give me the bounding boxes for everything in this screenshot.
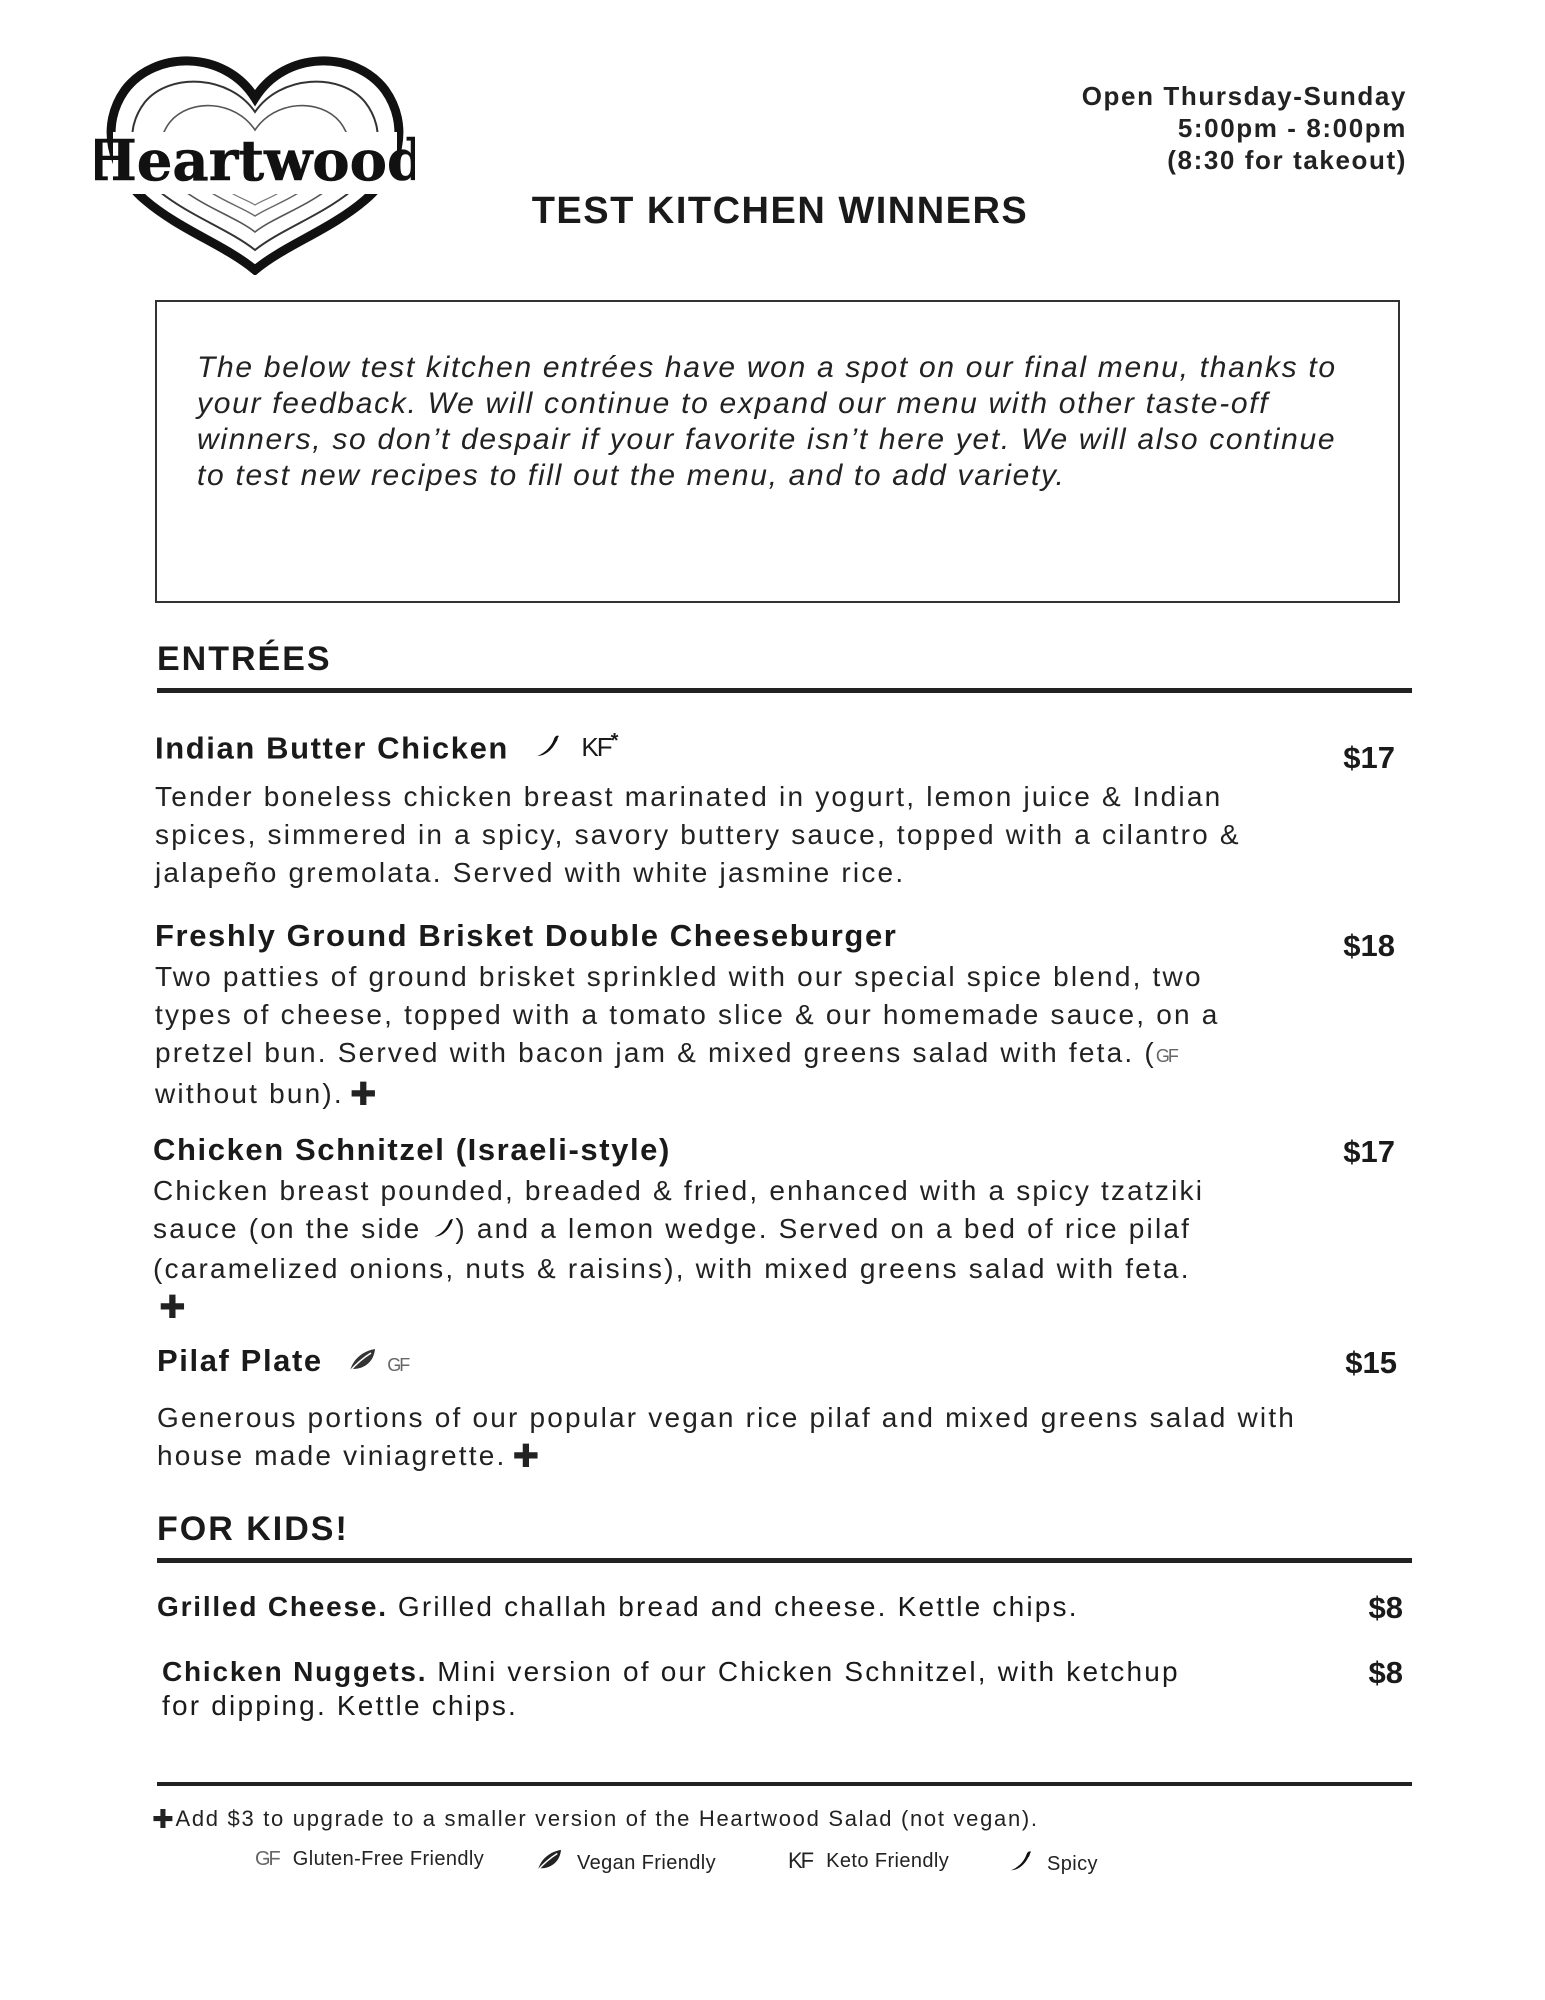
kids-item-description: Grilled challah bread and cheese. Kettle chips. bbox=[397, 1591, 1079, 1622]
kids-item-description: Mini version of our Chicken Schnitzel, with ketchup for dipping. Kettle chips. bbox=[162, 1656, 1180, 1721]
legend-label: Keto Friendly bbox=[826, 1849, 950, 1872]
menu-item-name bbox=[157, 1343, 1397, 1381]
footnote-text: Add $3 to upgrade to a smaller version of the Heartwood Salad (not vegan). bbox=[175, 1806, 1039, 1831]
asterisk: * bbox=[610, 730, 621, 752]
heartwood-logo bbox=[95, 40, 415, 275]
legend-label: Vegan Friendly bbox=[577, 1851, 717, 1874]
hours-days: Open Thursday-Sunday bbox=[1081, 81, 1407, 111]
plus-icon: ✚ bbox=[512, 1437, 542, 1474]
footer-divider bbox=[157, 1782, 1412, 1786]
kids-item-price: $8 bbox=[1368, 1590, 1403, 1625]
section-divider bbox=[157, 688, 1412, 693]
menu-item bbox=[155, 918, 1395, 1113]
spicy-icon bbox=[533, 732, 561, 768]
menu-item-title: Pilaf Plate bbox=[157, 1343, 323, 1378]
menu-item-price: $18 bbox=[1343, 928, 1395, 963]
plus-icon: ✚ bbox=[159, 1288, 189, 1325]
kids-item-price: $8 bbox=[1368, 1655, 1403, 1690]
menu-item-description bbox=[153, 1172, 1223, 1326]
intro-text: The below test kitchen entrées have won a spot on our final menu, thanks to your feedback. We will continue to expand our menu with other taste-off winners, so don’t despair if your favorite isn’t here yet. We will also continue to test new recipes to fill out the menu, and to add variety. bbox=[197, 351, 1337, 492]
svg-text:Heartwood: Heartwood bbox=[95, 128, 415, 194]
kids-item-name: Chicken Nuggets. bbox=[162, 1656, 428, 1687]
plus-icon: ✚ bbox=[349, 1076, 379, 1112]
kids-item-name: Grilled Cheese. bbox=[157, 1591, 388, 1622]
section-title-entrees: ENTRÉES bbox=[157, 640, 332, 678]
menu-item-description bbox=[157, 1399, 1297, 1475]
keto-icon: KF bbox=[788, 1848, 813, 1873]
menu-item-name: Chicken Schnitzel (Israeli-style) bbox=[153, 1132, 671, 1167]
leaf-icon bbox=[535, 1848, 563, 1878]
legend-keto bbox=[788, 1848, 949, 1874]
page-title: TEST KITCHEN WINNERS bbox=[531, 190, 1029, 232]
menu-item-description bbox=[155, 958, 1245, 1113]
desc-part: ) and a lemon wedge. Served on a bed of rice pilaf (caramelized onions, nuts & raisins), with mixed greens salad with feta. bbox=[153, 1213, 1192, 1284]
intro-box bbox=[155, 300, 1400, 603]
legend-label: Gluten-Free Friendly bbox=[292, 1848, 485, 1870]
legend-spicy bbox=[1007, 1848, 1098, 1880]
desc-part: without bun). bbox=[155, 1078, 344, 1109]
legend-vegan bbox=[535, 1848, 716, 1878]
hours-time: 5:00pm - 8:00pm bbox=[1177, 113, 1407, 143]
section-divider bbox=[157, 1558, 1412, 1563]
spicy-icon bbox=[431, 1212, 455, 1250]
menu-item-price: $17 bbox=[1343, 740, 1395, 775]
opening-hours bbox=[1082, 80, 1407, 176]
gluten-free-icon: GF bbox=[1155, 1046, 1177, 1066]
desc-part: Two patties of ground brisket sprinkled with our special spice blend, two types of cheese, topped with a tomato slice & our homemade sauce, on a pretzel bun. Served with bacon jam & mixed greens salad with feta. ( bbox=[155, 961, 1220, 1068]
keto-icon: KF bbox=[581, 732, 611, 763]
desc-part: Chicken breast pounded, breaded & fried, enhanced with a spicy tzatziki sauce (on the side bbox=[153, 1175, 1205, 1244]
menu-item-name bbox=[155, 730, 1395, 768]
dietary-legend bbox=[250, 1848, 1150, 1888]
menu-item bbox=[157, 1343, 1397, 1475]
footnote bbox=[152, 1805, 1039, 1833]
gluten-free-icon: GF bbox=[387, 1355, 409, 1375]
menu-item bbox=[155, 730, 1395, 892]
gluten-free-icon: GF bbox=[255, 1848, 279, 1870]
menu-item-name: Freshly Ground Brisket Double Cheeseburger bbox=[155, 918, 898, 953]
menu-item-price: $15 bbox=[1345, 1345, 1397, 1380]
menu-item bbox=[153, 1132, 1395, 1326]
kids-menu-item bbox=[157, 1590, 1237, 1624]
hours-takeout: (8:30 for takeout) bbox=[1167, 145, 1407, 175]
legend-label: Spicy bbox=[1047, 1852, 1098, 1875]
menu-item-price: $17 bbox=[1343, 1134, 1395, 1169]
heart-tree-ring-icon bbox=[95, 40, 415, 275]
section-title-kids: FOR KIDS! bbox=[157, 1510, 349, 1548]
legend-gluten-free bbox=[255, 1848, 484, 1871]
leaf-icon bbox=[347, 1345, 377, 1381]
kids-menu-item bbox=[162, 1655, 1222, 1723]
menu-item-description: Tender boneless chicken breast marinated in yogurt, lemon juice & Indian spices, simmered in a spicy, savory buttery sauce, topped with a cilantro & jalapeño gremolata. Served with white jasmine rice. bbox=[155, 781, 1241, 889]
desc-part: Generous portions of our popular vegan rice pilaf and mixed greens salad with house made viniagrette. bbox=[157, 1401, 1297, 1471]
plus-icon: ✚ bbox=[152, 1804, 176, 1834]
menu-item-title: Indian Butter Chicken bbox=[155, 730, 509, 766]
spicy-icon bbox=[1007, 1848, 1033, 1880]
